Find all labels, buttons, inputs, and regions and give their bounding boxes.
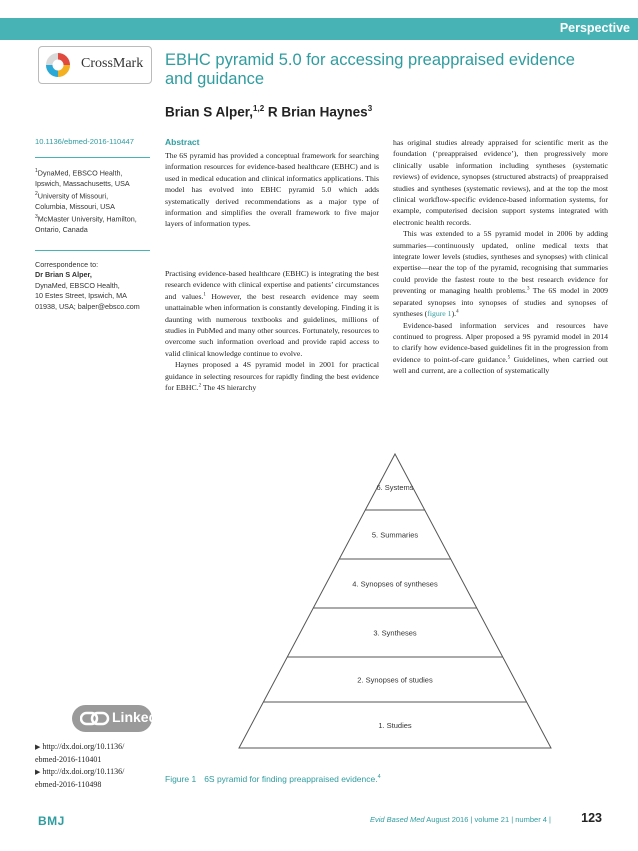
paragraph: Haynes proposed a 4S pyramid model in 2001 for practical guidance in selecting resources for rapidly finding the best evidence for EBHC.$^2$ The 4S hierarchy — [165, 360, 379, 393]
affiliation-item: $^1$DynaMed, EBSCO Health, Ipswich, Massachusetts, USA — [35, 168, 130, 188]
correspondence-line: 01938, USA; balper@ebsco.com — [35, 301, 140, 311]
linked-badge[interactable] — [72, 705, 158, 732]
pyramid-level-label: 1. Studies — [378, 721, 412, 730]
pyramid-level-label: 2. Synopses of studies — [357, 675, 433, 685]
triangle-bullet-icon: ▶ — [35, 743, 41, 751]
figure-link[interactable]: figure 1 — [427, 309, 452, 319]
issue-date: August 2016 — [426, 815, 469, 824]
author-affiliation-ref: 3 — [367, 104, 373, 113]
pyramid-level-label: 4. Synopses of syntheses — [352, 579, 438, 589]
journal-name: Evid Based Med — [369, 815, 425, 824]
correspondence-name: Dr Brian S Alper, — [35, 270, 92, 280]
correspondence-line: 10 Estes Street, Ipswich, MA — [35, 291, 127, 301]
crossmark-badge[interactable] — [38, 46, 152, 84]
affiliation-item: $^3$McMaster University, Hamilton, Ontario, Canada — [35, 214, 137, 235]
section-banner — [0, 18, 638, 40]
affiliations — [35, 166, 157, 236]
bmj-logo: BMJ — [38, 814, 65, 828]
abstract-text: The 6S pyramid has provided a conceptual framework for searching information resources for evidence-based healthcare (EBHC) and is used in medical education and clinical informatics applications. This model has evolved into EBHC pyramid 5.0 which adds systematically derived recommendations as a major type of information and simplifies the overall framework to five major layers of information types. — [165, 151, 379, 229]
paragraph: has original studies already appraised for scientific merit as the foundation (‘preappraised evidence’), then progressively more clinically usable information including syntheses (systematic reviews) of evidence, synopses (structured abstracts) of preappraised studies and syntheses (systematic reviews), and at the top the most clinical workflow-specific evidence-based information systems, for example, computerised decision support systems integrated with electronic health records. — [393, 138, 608, 227]
abstract-heading: Abstract — [165, 137, 200, 147]
triangle-bullet-icon: ▶ — [35, 768, 41, 776]
article-doi[interactable]: 10.1136/ebmed-2016-110447 — [35, 137, 134, 146]
body-column-right — [393, 137, 608, 377]
pyramid-outline — [239, 454, 551, 748]
pyramid-figure — [237, 452, 553, 752]
section-label: Perspective — [559, 21, 630, 35]
figure-caption-label: Figure 1 — [165, 774, 197, 784]
correspondence-heading: Correspondence to: — [35, 260, 99, 269]
issue-number: number 4 — [515, 815, 547, 824]
crossmark-label: CrossMark — [81, 56, 144, 71]
pyramid-level-label: 6. Systems — [376, 483, 414, 492]
author-affiliation-ref: 1,2 — [253, 104, 265, 113]
paragraph: Practising evidence-based healthcare (EBHC) is integrating the best research evidence with clinical expertise and patients’ circumstances and values.$^1$ However, the best research evidence may seem unattainable when information is constantly developing. Finding it is daunting with numerous textbooks and guidelines, millions of studies in PubMed and many other sources. Fortunately, resources to overcome such information overload and provide rapid access to valid clinical knowledge continue to evolve. — [165, 269, 379, 358]
issue-volume: volume 21 — [474, 815, 510, 824]
correspondence — [35, 260, 157, 312]
sidebar-divider — [35, 250, 150, 251]
author-name: R Brian Haynes — [264, 104, 368, 120]
paragraph: This was extended to a 5S pyramid model in 2006 by adding summaries—continuously updated, online medical texts that integrate lower levels (studies, syntheses and synopses) with clinical expertise—near the top of the pyramid, recognising that summaries could provide the fastest route to the best research evidence for preventing or managing health problems.$^3$ The 6S model in 2009 separated synopses into synopses of studies and synopses of syntheses (figure 1).$^4$ — [393, 229, 608, 319]
chain-link-icon — [80, 711, 110, 726]
linked-label: Linked — [112, 709, 158, 725]
body-column-left — [165, 268, 379, 393]
figure-caption — [165, 774, 381, 784]
article-title: EBHC pyramid 5.0 for accessing preappraised evidence and guidance — [165, 51, 575, 88]
pyramid-level-label: 3. Syntheses — [373, 628, 417, 638]
affiliation-item: $^2$University of Missouri, Columbia, Missouri, USA — [35, 191, 115, 211]
sidebar-divider — [35, 157, 150, 158]
author-name: Brian S Alper, — [165, 104, 254, 120]
paragraph: Evidence-based information services and resources have continued to progress. Alper proposed a 9S pyramid model in 2014 to clarify how evidence-based guidelines fit in the progression from evidence to point-of-care guidance.$^5$ Guidelines, when carried out well and current, are a collection of systematically — [393, 320, 608, 376]
page-number: 123 — [581, 811, 602, 825]
correspondence-line: DynaMed, EBSCO Health, — [35, 280, 120, 290]
author-list — [165, 104, 372, 120]
journal-footer: Evid Based Med August 2016 | volume 21 | number 4 | — [369, 815, 551, 824]
crossmark-icon — [44, 51, 74, 79]
figure-caption-text: 6S pyramid for finding preappraised evidence. — [204, 774, 378, 784]
figure-caption-ref: 4 — [377, 774, 381, 781]
related-article-link[interactable]: ▶ http://dx.doi.org/10.1136/ ebmed-2016-110498 — [35, 767, 125, 789]
related-article-link[interactable]: ▶ http://dx.doi.org/10.1136/ ebmed-2016-110401 — [35, 742, 125, 764]
pyramid-level-label: 5. Summaries — [371, 530, 419, 540]
